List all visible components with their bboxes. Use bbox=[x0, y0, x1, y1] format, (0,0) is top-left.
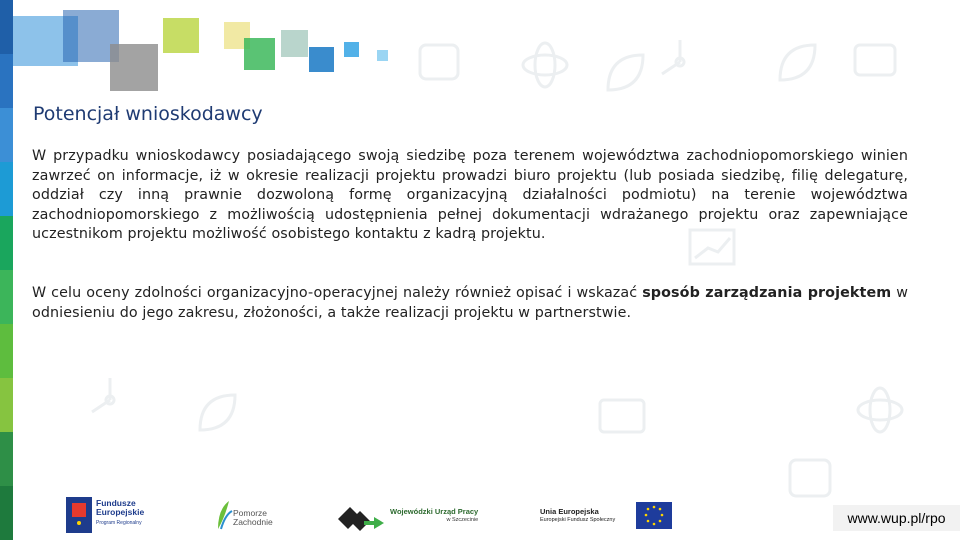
logo-fundusze-europejskie bbox=[66, 495, 166, 535]
fe-flag-icon bbox=[66, 497, 92, 533]
slide-title: Potencjał wnioskodawcy bbox=[33, 103, 263, 125]
logo3-line2: w Szczecinie bbox=[446, 517, 479, 523]
paragraph-2-text-a: W celu oceny zdolności organizacyjno-operacyjnej należy również opisać i wskazać bbox=[32, 285, 643, 301]
footer-logos bbox=[60, 495, 780, 535]
logo2-line1: Pomorze bbox=[233, 508, 268, 518]
pz-leaf-icon bbox=[215, 499, 233, 531]
logo1-line3: Program Regionalny bbox=[96, 520, 142, 526]
paragraph-2-text-b: w odniesieniu do jego zakresu, złożoności, a także realizacji projektu w partnerstwie. bbox=[32, 285, 908, 321]
paragraph-2 bbox=[32, 284, 908, 323]
briefcase-icon bbox=[600, 400, 644, 432]
website-url[interactable]: www.wup.pl/rpo bbox=[833, 505, 960, 531]
paragraph-2-bold: sposób zarządzania projektem bbox=[642, 285, 892, 301]
leaf-icon bbox=[200, 395, 235, 430]
leaf-icon bbox=[608, 55, 643, 90]
hand-icon bbox=[790, 460, 830, 496]
leaf-icon bbox=[780, 45, 815, 80]
logo1-line2: Europejskie bbox=[96, 507, 145, 517]
paragraph-1: W przypadku wnioskodawcy posiadającego swoją siedzibę poza terenem województwa zachodniopomorskiego winien zawrzeć on informacje, iż w okresie realizacji projektu prowadzi biuro projektu (lub posiada siedzibę, filię delegaturę, oddział czy inną prawnie dozwoloną formę organizacyjną działalności podmiotu) na terenie województwa zachodniopomorskiego z możliwością udostępnienia pełnej dokumentacji wdrażanego projektu oraz zapewniające uczestnikom projektu możliwość osobistego kontaktu z kadrą projektu. bbox=[32, 148, 908, 243]
turbine-icon bbox=[662, 40, 684, 74]
atom-icon bbox=[523, 43, 567, 87]
atom-icon bbox=[858, 388, 902, 432]
logo-pomorze-zachodnie bbox=[215, 495, 285, 535]
logo-unia-europejska bbox=[540, 495, 680, 535]
logo1-line1: Fundusze bbox=[96, 498, 136, 508]
wup-arrow-icon bbox=[338, 499, 386, 533]
hand-icon bbox=[420, 45, 458, 79]
bubble-icon bbox=[855, 45, 895, 75]
logo4-line2: Europejski Fundusz Społeczny bbox=[540, 517, 616, 523]
logo3-line1: Wojewódzki Urząd Pracy bbox=[390, 507, 479, 516]
logo2-line2: Zachodnie bbox=[233, 517, 273, 527]
logo4-line1: Unia Europejska bbox=[540, 507, 599, 516]
logo-wup bbox=[338, 495, 488, 535]
turbine-icon bbox=[92, 378, 114, 412]
eu-flag-icon bbox=[636, 502, 672, 529]
